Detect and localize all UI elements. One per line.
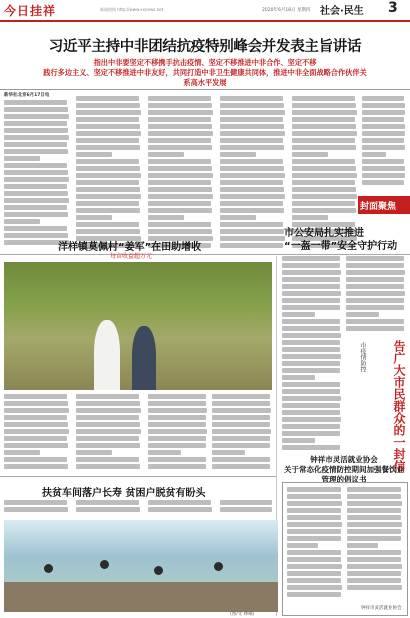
body-text-line: [76, 408, 141, 413]
body-text-line: [282, 396, 341, 401]
body-text-line: [347, 557, 401, 562]
body-text-line: [148, 138, 211, 143]
farm-photo: [4, 262, 272, 390]
body-text-line: [287, 564, 342, 569]
body-text-line: [282, 284, 340, 289]
body-text-line: [148, 436, 206, 441]
body-text-line: [4, 401, 68, 406]
lead-headline: 习近平主持中非团结抗疫特别峰会并发表主旨讲话: [48, 39, 362, 55]
body-text-line: [282, 305, 340, 310]
body-text-line: [148, 103, 212, 108]
farm-column-4: [212, 394, 272, 474]
body-text-line: [4, 135, 69, 140]
body-text-line: [362, 124, 405, 129]
body-text-line: [4, 128, 68, 133]
body-text-line: [220, 229, 284, 234]
body-text-line: [282, 277, 340, 282]
body-text-line: [76, 110, 141, 115]
lead-deck: [40, 58, 370, 88]
body-text-line: [220, 96, 283, 101]
body-text-line: [282, 347, 340, 352]
body-text-line: [362, 96, 404, 101]
body-text-line: [212, 422, 270, 427]
body-text-line: [282, 368, 340, 373]
body-text-line: [220, 145, 284, 150]
body-text-line: [76, 507, 140, 512]
body-text-line: [148, 187, 212, 192]
body-text-line: [362, 166, 405, 171]
body-text-line: [76, 215, 112, 220]
body-text-line: [4, 107, 68, 112]
notice-title-line-1: 钟祥市灵活就业协会: [310, 455, 378, 464]
body-text-line: [292, 166, 356, 171]
lead-column-4: [220, 96, 286, 250]
body-text-line: [220, 194, 285, 199]
body-text-line: [148, 131, 213, 136]
body-text-line: [220, 152, 256, 157]
body-text-line: [287, 557, 341, 562]
body-text-line: [282, 445, 340, 450]
body-text-line: [282, 291, 341, 296]
body-text-line: [220, 131, 285, 136]
poverty-column-4: [220, 500, 274, 520]
body-text-line: [220, 500, 272, 505]
deck-line-2: 践行多边主义、坚定不移推进中非友好，共同打造中非卫生健康共同体，推进中非全面战略合作伙伴关系高水平发展: [43, 68, 367, 87]
body-text-line: [292, 187, 356, 192]
body-text-line: [4, 408, 69, 413]
body-text-line: [4, 450, 40, 455]
body-text-line: [76, 187, 140, 192]
body-text-line: [346, 270, 405, 275]
body-text-line: [4, 114, 69, 119]
body-text-line: [4, 163, 67, 168]
farm-subhead: 每亩收益超万元: [110, 253, 153, 260]
body-text-line: [220, 507, 272, 512]
body-text-line: [362, 159, 404, 164]
body-text-line: [148, 450, 181, 455]
body-text-line: [220, 215, 256, 220]
body-text-line: [287, 585, 342, 590]
body-text-line: [346, 284, 404, 289]
body-text-line: [212, 401, 270, 406]
body-text-line: [346, 326, 404, 331]
body-text-line: [292, 124, 356, 129]
body-text-line: [212, 429, 271, 434]
body-text-line: [212, 436, 270, 441]
body-text-line: [287, 501, 342, 506]
deck-line-1: 指出中非要坚定不移携手抗击疫情、坚定不移推进中非合作、坚定不移: [93, 58, 317, 67]
body-text-line: [148, 124, 212, 129]
body-text-line: [148, 117, 211, 122]
body-text-line: [76, 103, 140, 108]
body-text-line: [212, 450, 245, 455]
body-text-line: [76, 450, 112, 455]
body-text-line: [282, 424, 340, 429]
body-text-line: [4, 226, 67, 231]
body-text-line: [76, 124, 140, 129]
body-text-line: [292, 103, 356, 108]
body-text-line: [346, 256, 404, 261]
body-text-line: [148, 394, 206, 399]
body-text-line: [4, 121, 67, 126]
body-text-line: [347, 585, 402, 590]
body-text-line: [282, 417, 341, 422]
body-text-line: [76, 159, 139, 164]
body-text-line: [220, 110, 285, 115]
body-text-line: [76, 117, 139, 122]
body-text-line: [220, 187, 284, 192]
notice-column-1: [287, 487, 343, 605]
body-text-line: [362, 180, 404, 185]
body-text-line: [148, 429, 207, 434]
body-text-line: [292, 173, 357, 178]
body-text-line: [347, 494, 401, 499]
body-text-line: [76, 201, 139, 206]
body-text-line: [347, 508, 401, 513]
body-text-line: [212, 415, 270, 420]
body-text-line: [76, 229, 140, 234]
newspaper-logo: 今日挂祥: [4, 4, 57, 18]
body-text-line: [220, 166, 284, 171]
body-text-line: [148, 173, 213, 178]
security-headline-1: 市公安局扎实推进: [284, 228, 364, 239]
body-text-line: [76, 166, 140, 171]
body-text-line: [347, 536, 401, 541]
body-text-line: [76, 500, 139, 505]
body-text-line: [346, 298, 404, 303]
body-text-line: [292, 194, 357, 199]
workbench: [4, 582, 278, 612]
body-text-line: [287, 508, 341, 513]
body-text-line: [76, 138, 139, 143]
body-text-line: [346, 277, 404, 282]
body-text-line: [148, 145, 212, 150]
body-text-line: [292, 201, 355, 206]
body-text-line: [282, 333, 341, 338]
body-text-line: [4, 142, 67, 147]
body-text-line: [148, 201, 211, 206]
farm-column-3: [148, 394, 208, 474]
body-text-line: [4, 422, 68, 427]
body-text-line: [282, 431, 340, 436]
body-text-line: [212, 408, 271, 413]
body-text-line: [347, 543, 378, 548]
body-text-line: [220, 124, 284, 129]
notice-side-label: 市疫情防控: [359, 342, 366, 372]
issue-date: 2020年6月18日 星期四: [262, 8, 311, 13]
body-text-line: [4, 177, 69, 182]
body-text-line: [287, 487, 341, 492]
body-text-line: [76, 394, 139, 399]
body-text-line: [287, 543, 318, 548]
body-text-line: [76, 443, 140, 448]
body-text-line: [76, 222, 139, 227]
body-text-line: [347, 571, 401, 576]
body-text-line: [148, 222, 211, 227]
body-text-line: [4, 233, 68, 238]
body-text-line: [148, 415, 206, 420]
body-text-line: [148, 110, 213, 115]
body-text-line: [4, 198, 69, 203]
section-divider: [0, 254, 410, 255]
body-text-line: [282, 319, 340, 324]
body-text-line: [287, 550, 341, 555]
poverty-column-1: [4, 500, 70, 520]
farmer-figure: [94, 320, 120, 390]
body-text-line: [148, 159, 211, 164]
security-column-2: [346, 256, 406, 336]
body-text-line: [76, 422, 140, 427]
body-text-line: [4, 500, 67, 505]
body-text-line: [292, 208, 356, 213]
body-text-line: [220, 208, 284, 213]
farm-column-2: [76, 394, 142, 474]
body-text-line: [76, 173, 141, 178]
body-text-line: [292, 138, 355, 143]
worker-figure: [154, 566, 163, 575]
body-text-line: [4, 507, 68, 512]
body-text-line: [4, 212, 68, 217]
body-text-line: [212, 457, 270, 462]
body-text-line: [4, 184, 67, 189]
body-text-line: [4, 205, 67, 210]
poverty-column-3: [148, 500, 214, 520]
body-text-line: [148, 464, 206, 469]
body-text-line: [282, 263, 340, 268]
body-text-line: [4, 429, 69, 434]
body-text-line: [282, 438, 315, 443]
body-text-line: [347, 501, 402, 506]
body-text-line: [76, 180, 139, 185]
body-text-line: [148, 208, 212, 213]
body-text-line: [4, 394, 67, 399]
notice-title-line-2: 关于常态化疫情防控期间加强餐饮业管理的倡议书: [284, 465, 404, 484]
site-info: 新闻热线 http://www.xxnews.net: [100, 7, 164, 12]
body-text-line: [148, 215, 184, 220]
body-text-line: [287, 515, 341, 520]
body-text-line: [362, 152, 386, 157]
body-text-line: [148, 500, 211, 505]
lead-dateline: 新华社北京6月17日电: [4, 93, 50, 98]
body-text-line: [282, 410, 340, 415]
body-text-line: [148, 457, 206, 462]
body-text-line: [76, 96, 139, 101]
body-text-line: [220, 173, 285, 178]
body-text-line: [292, 96, 355, 101]
body-text-line: [282, 375, 315, 380]
body-text-line: [212, 464, 270, 469]
poverty-column-2: [76, 500, 142, 520]
body-text-line: [287, 536, 341, 541]
body-text-line: [148, 180, 211, 185]
body-text-line: [346, 319, 404, 324]
body-text-line: [287, 529, 341, 534]
body-text-line: [287, 592, 341, 597]
body-text-line: [4, 156, 40, 161]
body-text-line: [220, 138, 283, 143]
body-text-line: [292, 180, 355, 185]
body-text-line: [76, 436, 139, 441]
farm-column-1: [4, 394, 70, 474]
body-text-line: [148, 152, 184, 157]
promo-label: 封面聚焦: [360, 202, 397, 212]
body-text-line: [282, 326, 340, 331]
body-text-line: [346, 305, 404, 310]
body-text-line: [347, 578, 401, 583]
body-text-line: [220, 201, 283, 206]
body-text-line: [220, 236, 285, 241]
body-text-line: [282, 298, 340, 303]
headline-rule: [0, 89, 410, 90]
body-text-line: [4, 464, 68, 469]
body-text-line: [76, 457, 139, 462]
body-text-line: [347, 487, 401, 492]
body-text-line: [148, 422, 206, 427]
body-text-line: [148, 408, 207, 413]
lead-column-3: [148, 96, 214, 250]
body-text-line: [287, 522, 342, 527]
body-text-line: [4, 457, 67, 462]
body-text-line: [76, 415, 139, 420]
body-text-line: [292, 145, 356, 150]
body-text-line: [346, 263, 404, 268]
notice-column-2: [347, 487, 403, 597]
poverty-caption: (图/文 林曦): [230, 612, 255, 617]
body-text-line: [362, 117, 404, 122]
body-text-line: [220, 159, 283, 164]
body-text-line: [76, 464, 140, 469]
body-text-line: [282, 340, 340, 345]
body-text-line: [4, 219, 40, 224]
body-text-line: [362, 145, 405, 150]
body-text-line: [4, 191, 68, 196]
body-text-line: [76, 131, 141, 136]
body-text-line: [292, 152, 328, 157]
notice-box: [282, 482, 408, 616]
notice-title: [282, 455, 406, 485]
body-text-line: [292, 159, 355, 164]
poverty-headline: 扶贫车间落户长寿 贫困户脱贫有盼头: [42, 488, 206, 499]
open-letter-title: 告广大市民群众的一封信: [392, 340, 406, 472]
body-text-line: [362, 110, 405, 115]
body-text-line: [362, 173, 405, 178]
worker-figure: [44, 564, 53, 573]
body-text-line: [212, 443, 270, 448]
poverty-divider: [0, 476, 276, 477]
section-name: 社会·民生: [320, 6, 364, 17]
security-column-1: [282, 256, 342, 452]
body-text-line: [76, 145, 140, 150]
body-text-line: [4, 436, 67, 441]
masthead: [0, 0, 410, 22]
body-text-line: [4, 443, 68, 448]
body-text-line: [282, 270, 341, 275]
worker-figure: [214, 562, 223, 571]
body-text-line: [282, 312, 315, 317]
workshop-photo: [4, 520, 278, 612]
body-text-line: [347, 550, 401, 555]
body-text-line: [148, 229, 212, 234]
body-text-line: [347, 522, 402, 527]
lead-column-6: [362, 96, 406, 192]
body-text-line: [287, 578, 341, 583]
body-text-line: [76, 208, 140, 213]
body-text-line: [287, 571, 341, 576]
notice-signature: 钟祥市灵活就业协会: [361, 606, 402, 611]
body-text-line: [292, 110, 357, 115]
body-text-line: [212, 394, 270, 399]
body-text-line: [220, 180, 283, 185]
body-text-line: [148, 194, 213, 199]
body-text-line: [292, 117, 355, 122]
body-text-line: [282, 403, 340, 408]
body-text-line: [346, 312, 379, 317]
body-text-line: [362, 138, 404, 143]
body-text-line: [347, 529, 401, 534]
body-text-line: [220, 117, 283, 122]
farm-headline: 洋样镇莫佩村“姜军”在田助增收: [58, 242, 202, 253]
body-text-line: [148, 443, 206, 448]
worker-figure: [100, 560, 109, 569]
body-text-line: [76, 194, 141, 199]
body-text-line: [282, 354, 341, 359]
lead-column-1: [4, 100, 70, 250]
body-text-line: [362, 103, 405, 108]
body-text-line: [148, 507, 212, 512]
body-text-line: [220, 103, 284, 108]
body-text-line: [346, 291, 405, 296]
lead-column-2: [76, 96, 142, 250]
body-text-line: [76, 401, 140, 406]
page-number: 3: [388, 0, 398, 16]
body-text-line: [282, 256, 340, 261]
body-text-line: [148, 166, 212, 171]
body-text-line: [76, 429, 141, 434]
body-text-line: [292, 131, 357, 136]
body-text-line: [148, 96, 211, 101]
body-text-line: [282, 389, 340, 394]
body-text-line: [4, 100, 67, 105]
body-text-line: [282, 382, 340, 387]
body-text-line: [347, 564, 402, 569]
body-text-line: [220, 222, 283, 227]
body-text-line: [4, 170, 68, 175]
body-text-line: [4, 415, 67, 420]
body-text-line: [282, 361, 340, 366]
farmer-figure: [132, 326, 156, 390]
body-text-line: [148, 401, 206, 406]
body-text-line: [362, 131, 405, 136]
security-headline-2: “一盔一带”安全守护行动: [284, 241, 398, 252]
body-text-line: [292, 215, 328, 220]
body-text-line: [220, 243, 283, 248]
body-text-line: [347, 515, 401, 520]
body-text-line: [287, 494, 341, 499]
body-text-line: [4, 149, 68, 154]
body-text-line: [76, 152, 112, 157]
